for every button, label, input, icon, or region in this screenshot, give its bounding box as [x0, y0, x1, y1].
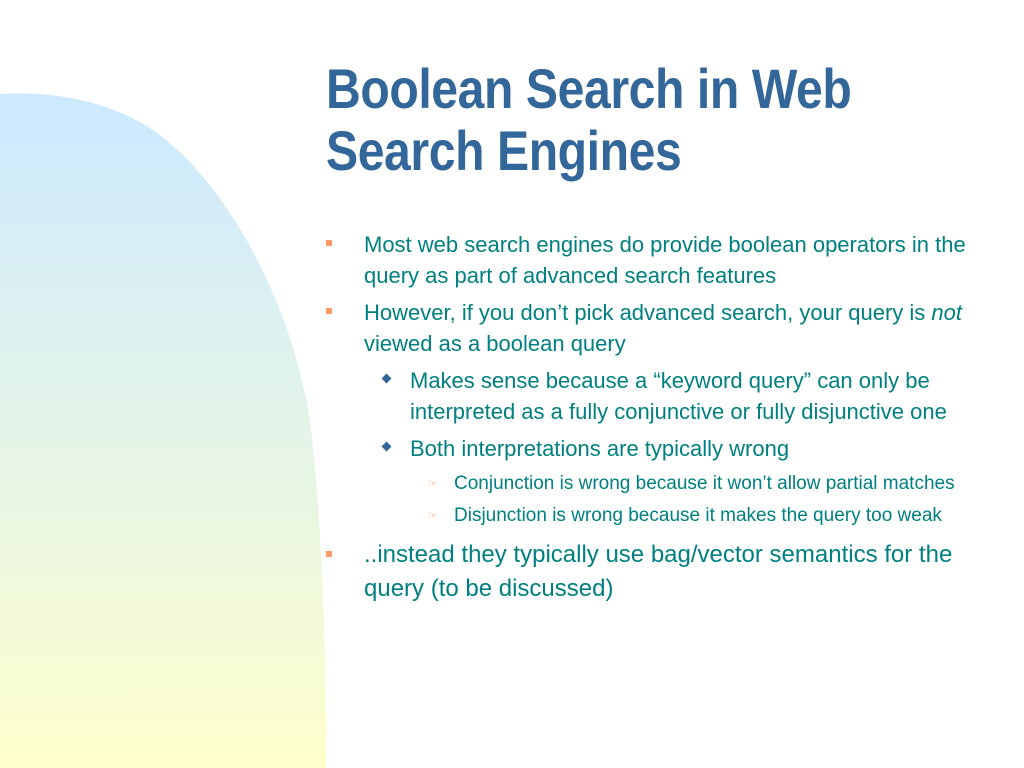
bullet-text: Most web search engines do provide boolean operators in the query as part of advanced search features — [364, 232, 966, 288]
pointing-hand-icon: ☞ — [428, 478, 438, 490]
sub-sub-bullet-text: Conjunction is wrong because it won’t allow partial matches — [454, 473, 955, 494]
bullet-text: ..instead they typically use bag/vector semantics for the query (to be discussed) — [364, 541, 953, 602]
sub-sub-bullet-item — [418, 502, 998, 530]
sub-bullet-item — [372, 433, 998, 464]
square-bullet-icon — [326, 308, 332, 314]
sub-bullet-item — [372, 365, 998, 427]
diamond-bullet-icon — [382, 442, 392, 452]
bullet-text: viewed as a boolean query — [364, 331, 626, 356]
sub-sub-bullet-text: Disjunction is wrong because it makes the query too weak — [454, 505, 942, 526]
slide-title: Boolean Search in Web Search Engines — [326, 57, 852, 182]
sub-bullet-text: Both interpretations are typically wrong — [410, 436, 790, 461]
bullet-item — [326, 538, 998, 606]
slide-content — [326, 229, 998, 612]
square-bullet-icon — [326, 551, 332, 557]
sub-sub-bullet-item — [418, 470, 998, 498]
bullet-item — [326, 229, 998, 291]
sub-bullet-text: Makes sense because a “keyword query” can only be interpreted as a fully conjunctive or fully disjunctive one — [410, 368, 947, 424]
bullet-item — [326, 297, 998, 359]
pointing-hand-icon: ☞ — [428, 510, 438, 522]
bullet-text: However, if you don’t pick advanced search, your query is — [364, 300, 932, 325]
square-bullet-icon — [326, 240, 332, 246]
diamond-bullet-icon — [382, 374, 392, 384]
emphasis-text: not — [931, 300, 962, 325]
